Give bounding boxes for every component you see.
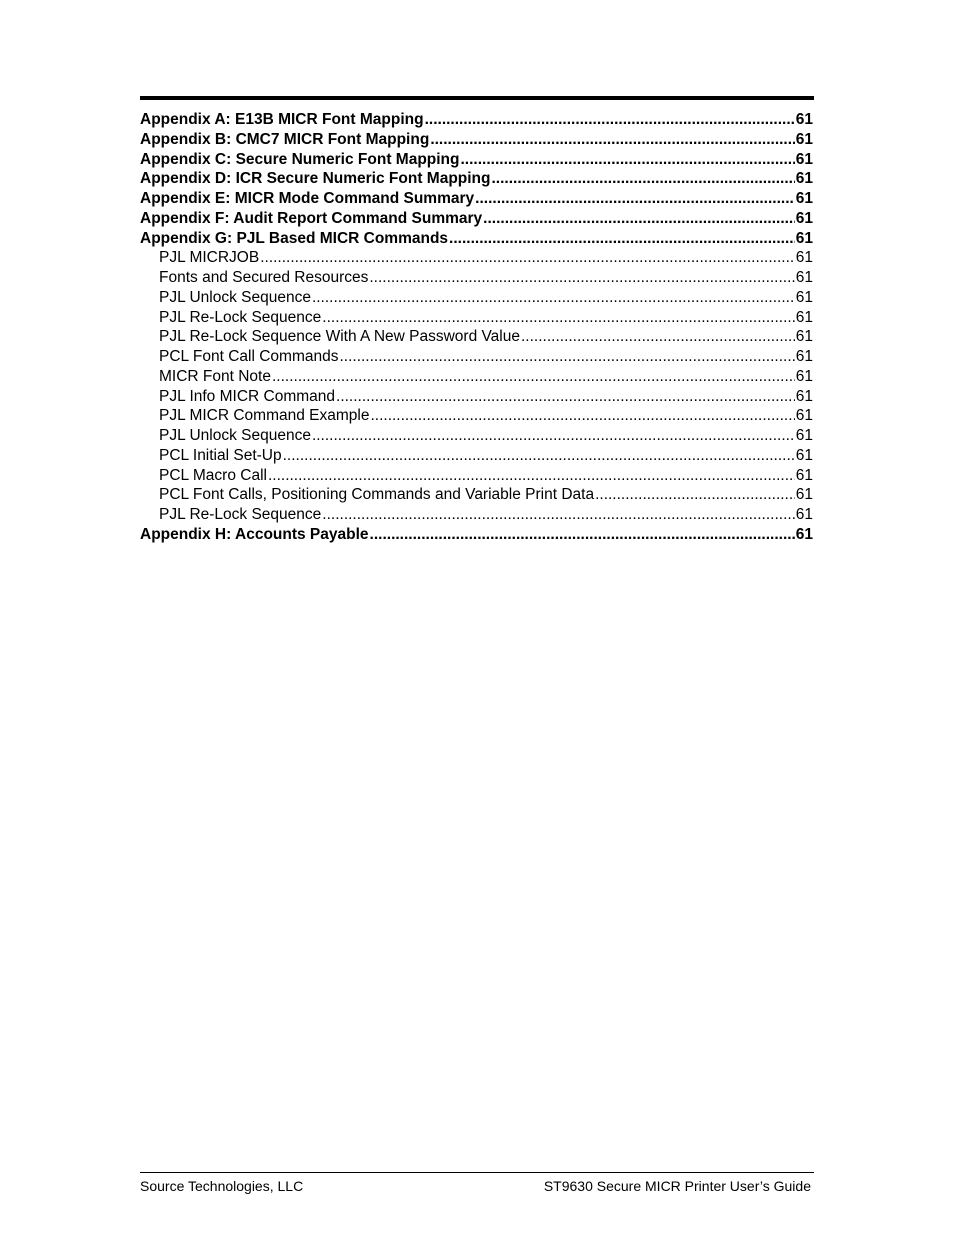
toc-entry-page-number: 61 <box>795 130 813 148</box>
toc-entry[interactable] <box>140 268 813 288</box>
toc-entry-title: MICR Font Note <box>159 367 271 385</box>
toc-dot-leader <box>370 525 795 545</box>
toc-entry[interactable] <box>140 248 813 268</box>
toc-dot-leader <box>370 406 794 426</box>
toc-dot-leader <box>322 505 794 525</box>
footer-rule <box>140 1172 814 1173</box>
toc-entry-title: PCL Font Calls, Positioning Commands and Variable Print Data <box>159 486 595 504</box>
toc-entry[interactable] <box>140 525 813 545</box>
toc-entry[interactable] <box>140 426 813 446</box>
toc-entry-page-number: 61 <box>795 387 813 405</box>
toc-entry[interactable] <box>140 130 813 150</box>
toc-entry-page-number: 61 <box>795 190 813 207</box>
header-rule <box>140 96 814 100</box>
toc-entry[interactable] <box>140 169 813 189</box>
toc-entry-page-number: 61 <box>795 348 813 365</box>
toc-entry[interactable] <box>140 229 813 249</box>
toc-dot-leader <box>322 308 794 328</box>
footer-document-title: ST9630 Secure MICR Printer User’s Guide <box>543 1178 811 1194</box>
toc-entry-page-number: 61 <box>795 308 813 326</box>
toc-entry-title: Fonts and Secured Resources <box>159 269 369 286</box>
toc-dot-leader <box>430 130 794 150</box>
toc-dot-leader <box>268 466 795 486</box>
toc-dot-leader <box>312 288 795 308</box>
toc-entry[interactable] <box>140 308 813 328</box>
toc-entry[interactable] <box>140 466 813 486</box>
toc-entry-page-number: 61 <box>795 229 813 247</box>
toc-entry-page-number: 61 <box>795 427 813 444</box>
toc-dot-leader <box>312 426 795 446</box>
toc-entry-title: PJL Unlock Sequence <box>159 288 311 306</box>
toc-entry-title: Appendix H: Accounts Payable <box>140 525 369 543</box>
footer-company: Source Technologies, LLC <box>140 1178 304 1194</box>
toc-entry-title: Appendix B: CMC7 MICR Font Mapping <box>140 130 430 148</box>
toc-entry-page-number: 61 <box>795 170 813 188</box>
toc-entry-page-number: 61 <box>795 506 813 523</box>
toc-entry-title: PCL Font Call Commands <box>159 348 339 365</box>
toc-entry-title: Appendix A: E13B MICR Font Mapping <box>140 111 424 128</box>
toc-entry[interactable] <box>140 327 813 347</box>
toc-dot-leader <box>483 209 795 229</box>
toc-entry[interactable] <box>140 485 813 505</box>
toc-entry[interactable] <box>140 288 813 308</box>
toc-entry[interactable] <box>140 150 813 170</box>
table-of-contents <box>140 110 813 545</box>
toc-entry-title: Appendix G: PJL Based MICR Commands <box>140 229 449 247</box>
toc-entry-page-number: 61 <box>795 209 813 227</box>
toc-entry-page-number: 61 <box>795 111 813 128</box>
toc-entry-title: PCL Macro Call <box>159 466 267 484</box>
toc-entry[interactable] <box>140 406 813 426</box>
toc-entry-page-number: 61 <box>795 407 813 425</box>
toc-entry-page-number: 61 <box>795 525 813 543</box>
toc-entry-title: Appendix E: MICR Mode Command Summary <box>140 190 475 207</box>
toc-dot-leader <box>461 150 795 170</box>
toc-dot-leader <box>336 387 795 407</box>
toc-entry-page-number: 61 <box>795 249 813 267</box>
toc-entry[interactable] <box>140 189 813 209</box>
toc-entry-title: PJL Re-Lock Sequence <box>159 308 322 326</box>
toc-entry-title: PJL MICR Command Example <box>159 407 370 425</box>
toc-entry[interactable] <box>140 387 813 407</box>
toc-dot-leader <box>260 248 795 268</box>
toc-entry-page-number: 61 <box>795 150 813 168</box>
toc-entry-title: PJL Info MICR Command <box>159 387 336 405</box>
toc-entry-page-number: 61 <box>795 466 813 484</box>
toc-dot-leader <box>595 485 795 505</box>
toc-dot-leader <box>449 229 795 249</box>
toc-entry-page-number: 61 <box>795 486 813 504</box>
toc-entry-title: Appendix F: Audit Report Command Summary <box>140 209 483 227</box>
toc-entry-title: PJL Re-Lock Sequence With A New Password Value <box>159 328 520 346</box>
toc-entry-title: PJL Unlock Sequence <box>159 427 311 444</box>
toc-dot-leader <box>339 347 794 367</box>
toc-entry-page-number: 61 <box>795 328 813 346</box>
toc-entry-title: Appendix D: ICR Secure Numeric Font Mapping <box>140 170 491 188</box>
toc-dot-leader <box>492 169 795 189</box>
toc-entry[interactable] <box>140 209 813 229</box>
toc-entry-title: PJL MICRJOB <box>159 249 260 267</box>
toc-dot-leader <box>475 189 795 209</box>
toc-entry[interactable] <box>140 505 813 525</box>
toc-entry[interactable] <box>140 446 813 466</box>
toc-entry[interactable] <box>140 367 813 387</box>
toc-entry[interactable] <box>140 110 813 130</box>
toc-entry-page-number: 61 <box>795 446 813 464</box>
toc-entry-title: PJL Re-Lock Sequence <box>159 506 322 523</box>
toc-dot-leader <box>283 446 795 466</box>
toc-entry-page-number: 61 <box>795 367 813 385</box>
toc-dot-leader <box>425 110 795 130</box>
toc-entry-page-number: 61 <box>795 288 813 306</box>
toc-dot-leader <box>272 367 795 387</box>
toc-dot-leader <box>369 268 794 288</box>
toc-entry-page-number: 61 <box>795 269 813 286</box>
toc-dot-leader <box>521 327 795 347</box>
toc-entry-title: PCL Initial Set-Up <box>159 446 282 464</box>
toc-entry[interactable] <box>140 347 813 367</box>
toc-entry-title: Appendix C: Secure Numeric Font Mapping <box>140 150 460 168</box>
